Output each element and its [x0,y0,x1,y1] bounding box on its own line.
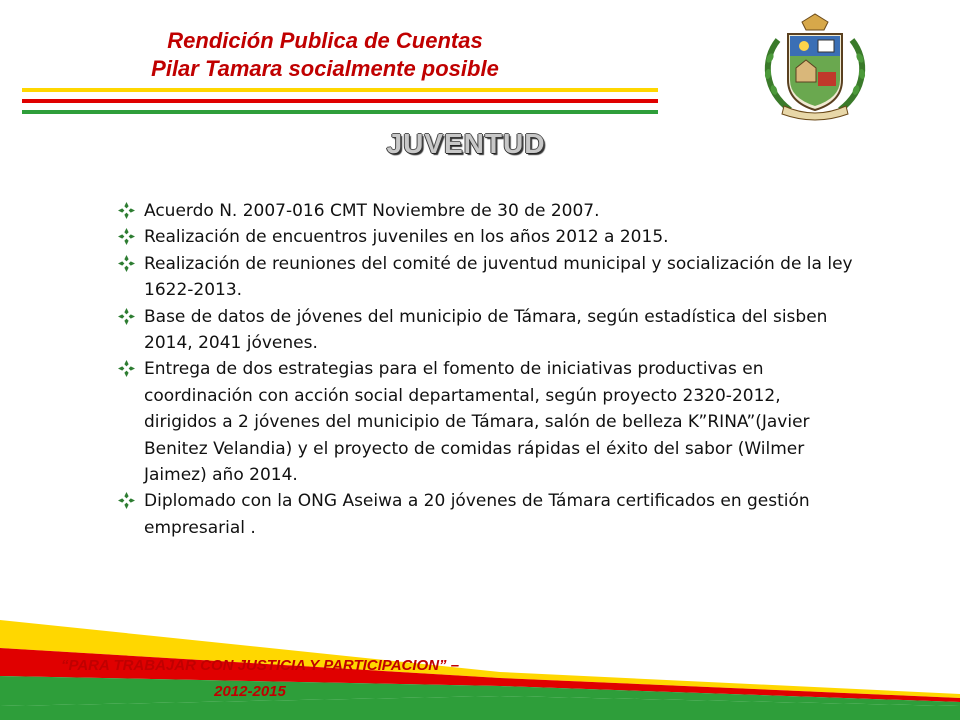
diamond-bullet-icon [118,360,135,377]
header-stripe-yellow [22,88,658,92]
list-item [118,356,853,488]
header-stripe-red [22,99,658,103]
list-item [118,198,853,224]
diamond-bullet-icon [118,228,135,245]
diamond-bullet-icon [118,202,135,219]
bullet-text: Realización de reuniones del comité de juventud municipal y socialización de la ley 1622-2013. [144,253,853,301]
bullet-list [118,198,853,541]
footer-years: 2012-2015 [214,683,286,700]
bullet-text: Realización de encuentros juveniles en los años 2012 a 2015. [144,227,669,248]
section-heading: JUVENTUD [386,128,546,159]
header-stripe-green [22,110,658,114]
footer-motto: “PARA TRABAJAR CON JUSTICIA Y PARTICIPACION” – [60,657,460,674]
list-item [118,251,853,304]
diamond-bullet-icon [118,308,135,325]
bullet-text: Base de datos de jóvenes del municipio de Támara, según estadística del sisben 2014, 2041 jóvenes. [144,306,828,354]
list-item [118,488,853,541]
bullet-text: Entrega de dos estrategias para el fomento de iniciativas productivas en coordinación con acción social departamental, según proyecto 2320-2012, dirigidos a 2 jóvenes del municipio de Támara, salón de belleza K”RINA”(Javier Benitez Velandia) y el proyecto de comidas rápidas el éxito del sabor (Wilmer Jaimez) año 2014. [144,359,810,486]
bullet-text: Acuerdo N. 2007-016 CMT Noviembre de 30 de 2007. [144,201,600,221]
list-item [118,224,853,250]
header-title-line2: Pilar Tamara socialmente posible [151,56,499,81]
bullet-text: Diplomado con la ONG Aseiwa a 20 jóvenes de Támara certificados en gestión empresarial . [144,491,810,538]
diamond-bullet-icon [118,255,135,272]
header-title-line1: Rendición Publica de Cuentas [167,28,483,53]
diamond-bullet-icon [118,492,135,509]
list-item [118,304,853,357]
coat-of-arms-icon [756,10,874,122]
